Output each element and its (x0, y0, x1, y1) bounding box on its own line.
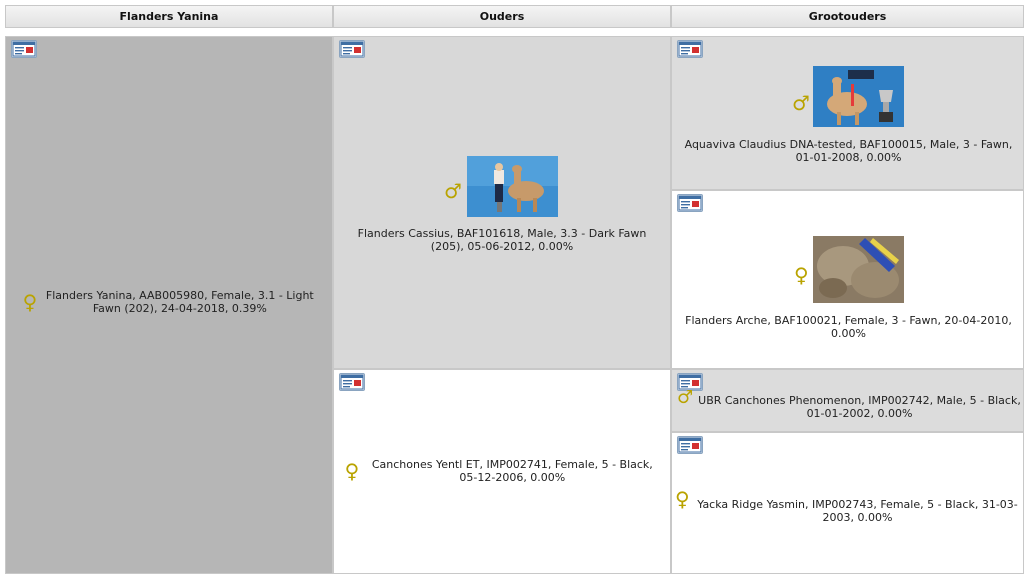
pedigree-cell-subject (5, 36, 333, 574)
male-symbol-icon: ♂ (444, 179, 462, 203)
alpaca-photo[interactable] (467, 156, 558, 217)
alpaca-photo[interactable] (813, 66, 904, 127)
column-header-subject (5, 5, 333, 28)
animal-info-dam-sire[interactable]: UBR Canchones Phenomenon, IMP002742, Male, 5 - Black, 01-01-2002, 0.00% (698, 394, 1021, 420)
female-symbol-icon: ♀ (794, 263, 809, 287)
column-header-subject-label: Flanders Yanina (119, 10, 219, 23)
alpaca-fleece-photo[interactable] (813, 236, 904, 303)
pedigree-cell-dam (333, 369, 671, 574)
pedigree-cell-dam-dam (671, 432, 1024, 574)
animal-info-sire-dam[interactable]: Flanders Arche, BAF100021, Female, 3 - Fawn, 20-04-2010, 0.00% (685, 314, 1012, 340)
id-card-icon[interactable] (339, 40, 365, 58)
pedigree-cell-sire-sire (671, 36, 1024, 190)
animal-info-sire-sire[interactable]: Aquaviva Claudius DNA-tested, BAF100015, Male, 3 - Fawn, 01-01-2008, 0.00% (684, 138, 1013, 164)
animal-info-subject[interactable]: Flanders Yanina, AAB005980, Female, 3.1 - Light Fawn (202), 24-04-2018, 0.39% (45, 289, 314, 315)
male-symbol-icon: ♂ (792, 91, 810, 115)
pedigree-cell-sire-dam (671, 190, 1024, 369)
pedigree-cell-dam-sire (671, 369, 1024, 432)
id-card-icon[interactable] (677, 194, 703, 212)
animal-info-dam[interactable]: Canchones Yentl ET, IMP002741, Female, 5 - Black, 05-12-2006, 0.00% (371, 458, 653, 484)
female-symbol-icon: ♀ (675, 487, 690, 511)
column-header-parents-label: Ouders (479, 10, 525, 23)
column-header-parents (333, 5, 671, 28)
animal-info-dam-dam[interactable]: Yacka Ridge Yasmin, IMP002743, Female, 5 - Black, 31-03-2003, 0.00% (697, 498, 1018, 524)
id-card-icon[interactable] (11, 40, 37, 58)
id-card-icon[interactable] (339, 373, 365, 391)
male-symbol-icon: ♂ (677, 387, 694, 408)
animal-info-sire[interactable]: Flanders Cassius, BAF101618, Male, 3.3 - Dark Fawn (205), 05-06-2012, 0.00% (357, 227, 647, 253)
female-symbol-icon: ♀ (344, 459, 360, 483)
column-header-grandparents-label: Grootouders (808, 10, 887, 23)
id-card-icon[interactable] (677, 40, 703, 58)
column-header-grandparents (671, 5, 1024, 28)
id-card-icon[interactable] (677, 436, 703, 454)
female-symbol-icon: ♀ (22, 290, 38, 314)
pedigree-cell-sire (333, 36, 671, 369)
